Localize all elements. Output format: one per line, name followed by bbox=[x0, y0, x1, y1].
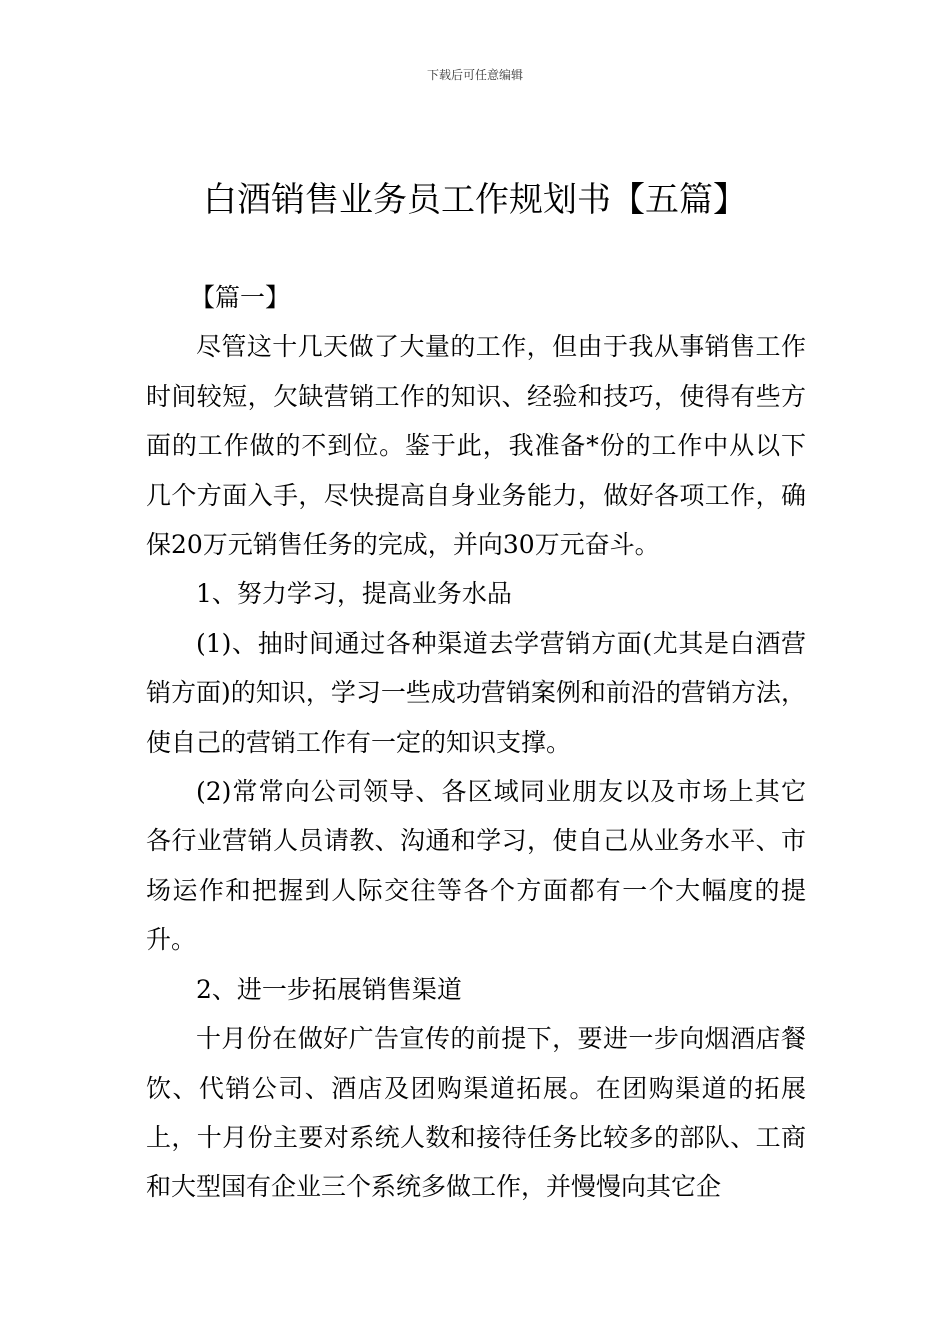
document-title: 白酒销售业务员工作规划书【五篇】 bbox=[203, 180, 747, 220]
paragraph-item-1-heading: 1、努力学习，提高业务水品 bbox=[196, 579, 512, 609]
paragraph-intro: 尽管这十几天做了大量的工作，但由于我从事销售工作时间较短，欠缺营销工作的知识、经验和技巧，使得有些方面的工作做的不到位。鉴于此，我准备*份的工作中从以下几个方面入手，尽快提高自身业务能力，做好各项工作，确保20万元销售任务的完成，并向30万元奋斗。 bbox=[146, 332, 806, 560]
section-heading: 【篇一】 bbox=[190, 283, 291, 312]
header-note: 下载后可任意编辑 bbox=[426, 68, 523, 82]
paragraph-item-1-2: (2)常常向公司领导、各区域同业朋友以及市场上其它各行业营销人员请教、沟通和学习，使自己从业务水平、市场运作和把握到人际交往等各个方面都有一个大幅度的提升。 bbox=[146, 777, 806, 955]
paragraph-item-2-heading: 2、进一步拓展销售渠道 bbox=[196, 974, 462, 1004]
document-body bbox=[146, 273, 806, 1212]
paragraph-item-2-body: 十月份在做好广告宣传的前提下，要进一步向烟酒店餐饮、代销公司、酒店及团购渠道拓展。在团购渠道的拓展上，十月份主要对系统人数和接待任务比较多的部队、工商和大型国有企业三个系统多做工作，并慢慢向其它企 bbox=[146, 1024, 806, 1202]
paragraph-item-1-1: (1)、抽时间通过各种渠道去学营销方面(尤其是白酒营销方面)的知识，学习一些成功营销案例和前沿的营销方法，使自己的营销工作有一定的知识支撑。 bbox=[146, 628, 806, 757]
